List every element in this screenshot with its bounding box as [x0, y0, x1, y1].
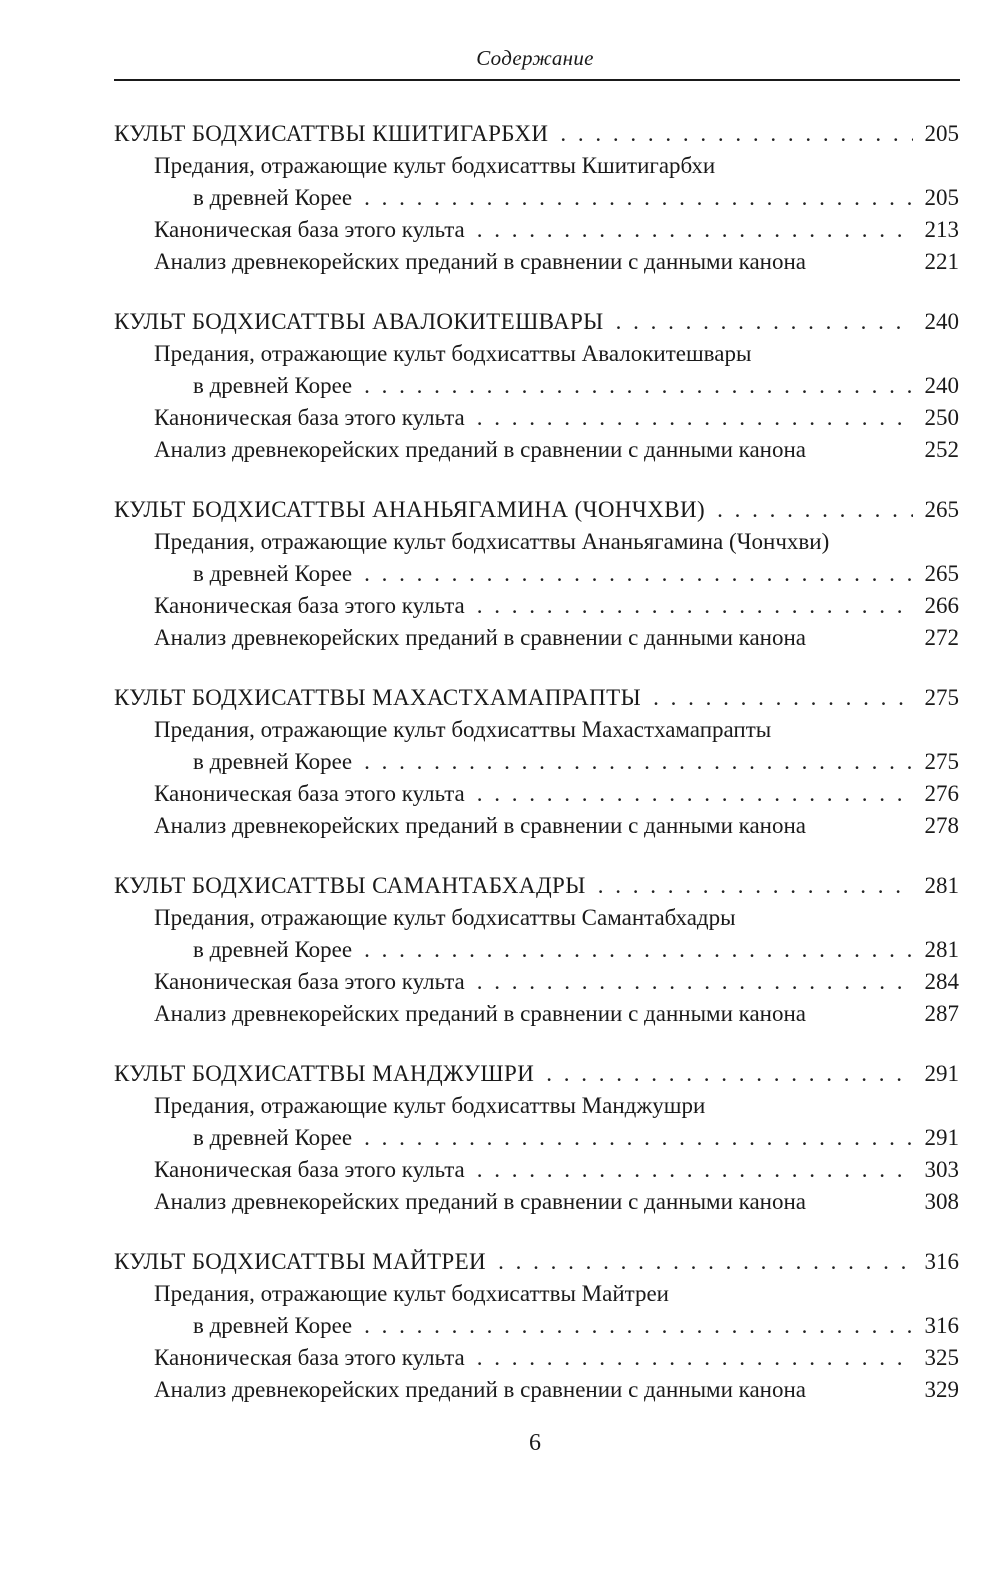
chapter-entry-title: КУЛЬТ БОДХИСАТТВЫ МАНДЖУШРИ: [114, 1061, 535, 1086]
legends-entry[interactable]: [114, 338, 959, 370]
dot-leader: [477, 214, 913, 246]
chapter-entry[interactable]: [114, 494, 959, 526]
canon-entry[interactable]: [114, 402, 959, 434]
chapter-entry-title: КУЛЬТ БОДХИСАТТВЫ КШИТИГАРБХИ: [114, 121, 549, 146]
dot-leader: [498, 1246, 913, 1278]
legends-entry-title: Предания, отражающие культ бодхисаттвы Авалокитешвары: [154, 341, 752, 366]
dot-leader: [364, 370, 913, 402]
toc-section: [114, 1246, 959, 1406]
table-of-contents: [114, 118, 959, 1434]
analysis-entry-page: 272: [924, 625, 959, 650]
canon-entry-title: Каноническая база этого культа: [154, 405, 465, 430]
legends-entry-title: Предания, отражающие культ бодхисаттвы Кшитигарбхи: [154, 153, 716, 178]
analysis-entry-title: Анализ древнекорейских преданий в сравнении с данными канона: [154, 1377, 806, 1402]
legends-entry-cont-title: в древней Корее: [193, 937, 353, 962]
chapter-entry-page: 275: [924, 685, 959, 710]
legends-entry-cont-title: в древней Корее: [193, 749, 353, 774]
chapter-entry-title: КУЛЬТ БОДХИСАТТВЫ МАЙТРЕИ: [114, 1249, 487, 1274]
running-head: Содержание: [476, 46, 594, 70]
legends-entry-cont-title: в древней Корее: [193, 185, 353, 210]
analysis-entry-page: 329: [924, 1377, 959, 1402]
chapter-entry-page: 240: [924, 309, 959, 334]
chapter-entry[interactable]: [114, 1058, 959, 1090]
legends-entry-cont[interactable]: [114, 370, 959, 402]
analysis-entry-title: Анализ древнекорейских преданий в сравнении с данными канона: [154, 437, 806, 462]
canon-entry[interactable]: [114, 966, 959, 998]
analysis-entry[interactable]: [114, 998, 959, 1030]
dot-leader: [598, 870, 913, 902]
analysis-entry[interactable]: [114, 246, 959, 278]
toc-section: [114, 682, 959, 842]
analysis-entry[interactable]: [114, 1186, 959, 1218]
legends-entry-cont[interactable]: [114, 1122, 959, 1154]
analysis-entry-page: 287: [924, 1001, 959, 1026]
canon-entry[interactable]: [114, 214, 959, 246]
analysis-entry[interactable]: [114, 1374, 959, 1406]
dot-leader: [717, 494, 913, 526]
analysis-entry-page: 252: [924, 437, 959, 462]
toc-section: [114, 494, 959, 654]
chapter-entry[interactable]: [114, 306, 959, 338]
legends-entry-cont-title: в древней Корее: [193, 561, 353, 586]
legends-entry-cont-page: 275: [924, 749, 959, 774]
canon-entry[interactable]: [114, 590, 959, 622]
dot-leader: [364, 1310, 913, 1342]
legends-entry-title: Предания, отражающие культ бодхисаттвы Самантабхадры: [154, 905, 736, 930]
legends-entry[interactable]: [114, 1278, 959, 1310]
dot-leader: [364, 746, 913, 778]
legends-entry-cont-title: в древней Корее: [193, 1125, 353, 1150]
canon-entry-page: 303: [924, 1157, 959, 1182]
canon-entry[interactable]: [114, 1342, 959, 1374]
chapter-entry[interactable]: [114, 682, 959, 714]
analysis-entry[interactable]: [114, 434, 959, 466]
dot-leader: [546, 1058, 913, 1090]
chapter-entry-title: КУЛЬТ БОДХИСАТТВЫ САМАНТАБХАДРЫ: [114, 873, 586, 898]
toc-section: [114, 306, 959, 466]
legends-entry-cont-page: 281: [924, 937, 959, 962]
legends-entry[interactable]: [114, 1090, 959, 1122]
chapter-entry-page: 291: [924, 1061, 959, 1086]
legends-entry[interactable]: [114, 902, 959, 934]
chapter-entry-page: 265: [924, 497, 959, 522]
analysis-entry-title: Анализ древнекорейских преданий в сравнении с данными канона: [154, 249, 806, 274]
chapter-entry-title: КУЛЬТ БОДХИСАТТВЫ АВАЛОКИТЕШВАРЫ: [114, 309, 604, 334]
canon-entry-title: Каноническая база этого культа: [154, 1157, 465, 1182]
analysis-entry[interactable]: [114, 622, 959, 654]
dot-leader: [364, 182, 913, 214]
canon-entry-page: 250: [924, 405, 959, 430]
dot-leader: [364, 1122, 913, 1154]
analysis-entry-title: Анализ древнекорейских преданий в сравнении с данными канона: [154, 1001, 806, 1026]
legends-entry-title: Предания, отражающие культ бодхисаттвы Махастхамапрапты: [154, 717, 772, 742]
legends-entry-cont[interactable]: [114, 1310, 959, 1342]
canon-entry[interactable]: [114, 1154, 959, 1186]
dot-leader: [477, 778, 913, 810]
analysis-entry-title: Анализ древнекорейских преданий в сравнении с данными канона: [154, 1189, 806, 1214]
legends-entry-cont-title: в древней Корее: [193, 373, 353, 398]
analysis-entry-page: 221: [924, 249, 959, 274]
toc-section: [114, 1058, 959, 1218]
canon-entry-page: 276: [924, 781, 959, 806]
dot-leader: [653, 682, 913, 714]
legends-entry-cont-page: 291: [924, 1125, 959, 1150]
legends-entry-cont[interactable]: [114, 558, 959, 590]
canon-entry-title: Каноническая база этого культа: [154, 1345, 465, 1370]
legends-entry[interactable]: [114, 150, 959, 182]
toc-section: [114, 870, 959, 1030]
chapter-entry-page: 281: [924, 873, 959, 898]
analysis-entry-title: Анализ древнекорейских преданий в сравнении с данными канона: [154, 625, 806, 650]
legends-entry-cont[interactable]: [114, 182, 959, 214]
chapter-entry[interactable]: [114, 870, 959, 902]
dot-leader: [477, 1342, 913, 1374]
canon-entry-page: 266: [924, 593, 959, 618]
dot-leader: [364, 558, 913, 590]
legends-entry-cont-page: 265: [924, 561, 959, 586]
canon-entry-page: 213: [924, 217, 959, 242]
legends-entry-title: Предания, отражающие культ бодхисаттвы Майтреи: [154, 1281, 669, 1306]
toc-section: [114, 118, 959, 278]
dot-leader: [616, 306, 913, 338]
canon-entry-title: Каноническая база этого культа: [154, 969, 465, 994]
legends-entry[interactable]: [114, 714, 959, 746]
legends-entry-cont-page: 240: [924, 373, 959, 398]
dot-leader: [364, 934, 913, 966]
legends-entry[interactable]: [114, 526, 959, 558]
legends-entry-cont-page: 316: [924, 1313, 959, 1338]
header-rule: [114, 79, 960, 81]
canon-entry-title: Каноническая база этого культа: [154, 593, 465, 618]
analysis-entry[interactable]: [114, 810, 959, 842]
chapter-entry-page: 316: [924, 1249, 959, 1274]
chapter-entry-title: КУЛЬТ БОДХИСАТТВЫ АНАНЬЯГАМИНА (ЧОНЧХВИ): [114, 497, 706, 522]
legends-entry-title: Предания, отражающие культ бодхисаттвы Манджушри: [154, 1093, 706, 1118]
legends-entry-cont-page: 205: [924, 185, 959, 210]
dot-leader: [477, 1154, 913, 1186]
chapter-entry-page: 205: [924, 121, 959, 146]
chapter-entry[interactable]: [114, 1246, 959, 1278]
legends-entry-cont[interactable]: [114, 934, 959, 966]
legends-entry-cont[interactable]: [114, 746, 959, 778]
canon-entry-page: 325: [924, 1345, 959, 1370]
analysis-entry-title: Анализ древнекорейских преданий в сравнении с данными канона: [154, 813, 806, 838]
dot-leader: [477, 966, 913, 998]
legends-entry-cont-title: в древней Корее: [193, 1313, 353, 1338]
dot-leader: [477, 402, 913, 434]
canon-entry[interactable]: [114, 778, 959, 810]
legends-entry-title: Предания, отражающие культ бодхисаттвы Ананьягамина (Чончхви): [154, 529, 830, 554]
analysis-entry-page: 308: [924, 1189, 959, 1214]
page-number: 6: [529, 1430, 541, 1456]
analysis-entry-page: 278: [924, 813, 959, 838]
chapter-entry[interactable]: [114, 118, 959, 150]
dot-leader: [477, 590, 913, 622]
chapter-entry-title: КУЛЬТ БОДХИСАТТВЫ МАХАСТХАМАПРАПТЫ: [114, 685, 642, 710]
canon-entry-title: Каноническая база этого культа: [154, 217, 465, 242]
canon-entry-page: 284: [924, 969, 959, 994]
canon-entry-title: Каноническая база этого культа: [154, 781, 465, 806]
dot-leader: [560, 118, 913, 150]
